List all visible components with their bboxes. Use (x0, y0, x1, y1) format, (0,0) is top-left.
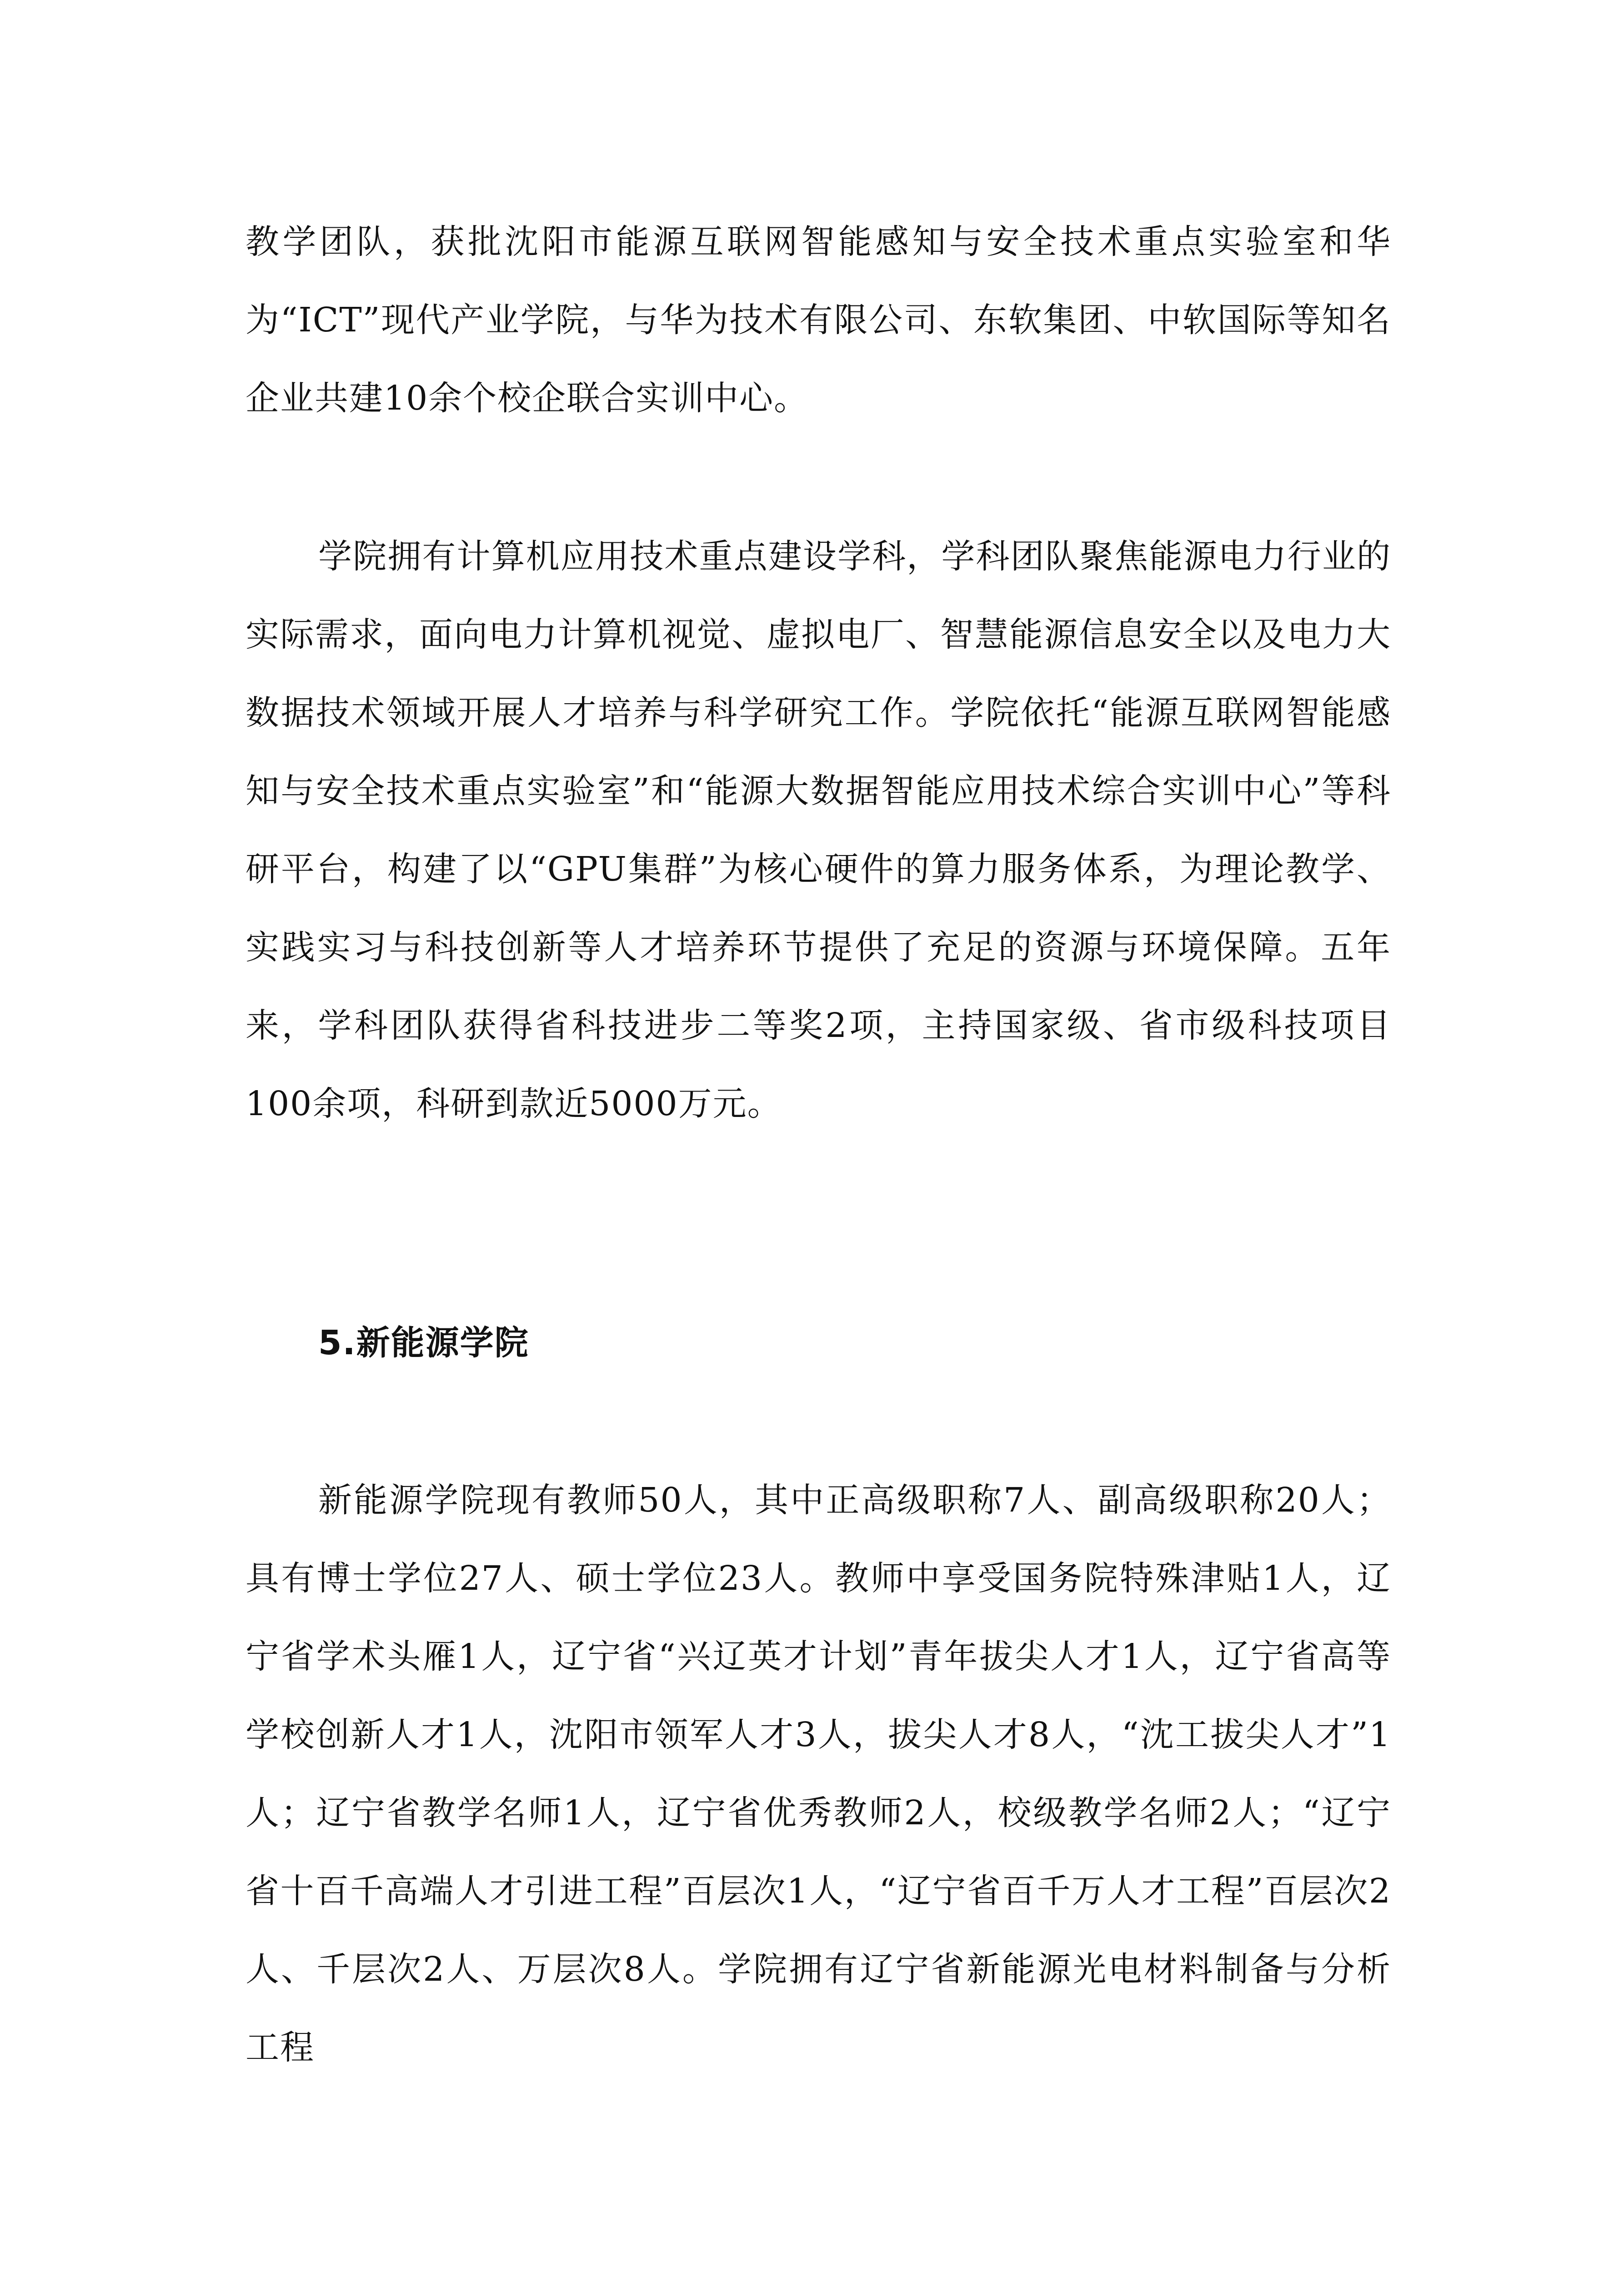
paragraph-new-energy-college: 新能源学院现有教师50人，其中正高级职称7人、副高级职称20人；具有博士学位27人、硕士学位23人。教师中享受国务院特殊津贴1人，辽宁省学术头雁1人，辽宁省“兴辽英才计划”青年拔尖人才1人，辽宁省高等学校创新人才1人，沈阳市领军人才3人，拔尖人才8人，“沈工拔尖人才”1人；辽宁省教学名师1人，辽宁省优秀教师2人，校级教学名师2人；“辽宁省十百千高端人才引进工程”百层次1人，“辽宁省百千万人才工程”百层次2人、千层次2人、万层次8人。学院拥有辽宁省新能源光电材料制备与分析工程 (246, 1481, 1391, 2067)
paragraph-continuation: 教学团队，获批沈阳市能源互联网智能感知与安全技术重点实验室和华为“ICT”现代产业学院，与华为技术有限公司、东软集团、中软国际等知名企业共建10余个校企联合实训中心。 (246, 222, 1391, 418)
section-heading: 5.新能源学院 (318, 1323, 529, 1362)
paragraph-computer-discipline: 学院拥有计算机应用技术重点建设学科，学科团队聚焦能源电力行业的实际需求，面向电力计算机视觉、虚拟电厂、智慧能源信息安全以及电力大数据技术领域开展人才培养与科学研究工作。学院依托“能源互联网智能感知与安全技术重点实验室”和“能源大数据智能应用技术综合实训中心”等科研平台，构建了以“GPU集群”为核心硬件的算力服务体系，为理论教学、实践实习与科技创新等人才培养环节提供了充足的资源与环境保障。五年来，学科团队获得省科技进步二等奖2项，主持国家级、省市级科技项目100余项，科研到款近5000万元。 (246, 537, 1391, 1123)
